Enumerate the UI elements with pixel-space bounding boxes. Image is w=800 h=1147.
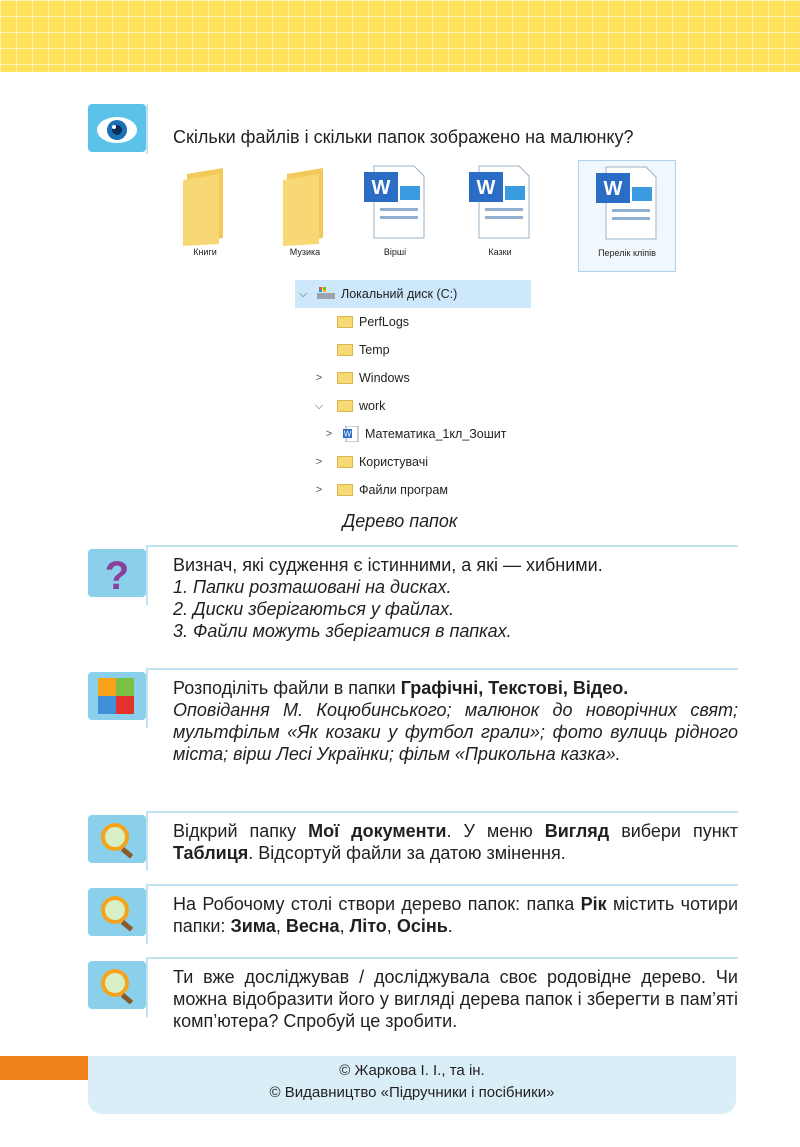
tree-caption: Дерево папок (342, 511, 458, 531)
chevron-right-icon[interactable]: > (325, 428, 333, 440)
file-tales: W Казки (455, 160, 545, 270)
chevron-right-icon[interactable]: > (315, 456, 323, 468)
folder-icon (337, 400, 353, 412)
tree-node-perflogs[interactable]: PerfLogs (295, 308, 531, 336)
exercise-family-tree: Ти вже досліджував / досліджувала своє родовідне дерево. Чи можна відобразити його у вигляді дерева папок і зберегти в пам’яті комп’ютера? Спробуй це зробити. (88, 957, 738, 1037)
exercise-sort-files: Розподіліть файли в папки Графічні, Текстові, Відео. Оповідання М. Коцюбинського; малюнок до новорічних свят; мультфільм «Як козаки у футбол грали»; фото вулиць рідного міста; вірш Лесі Українки; фільм «Прикольна казка». (88, 668, 738, 798)
file-icons-row (160, 160, 690, 270)
file-clip-list[interactable]: W Перелік кліпів (578, 160, 676, 272)
folder-icon (337, 316, 353, 328)
tree-node-temp[interactable]: Temp (295, 336, 531, 364)
folder-icon (175, 166, 235, 246)
tree-node-math-notebook[interactable]: > W Математика_1кл_Зошит (295, 420, 531, 448)
drive-icon (317, 287, 335, 301)
word-document-icon (343, 426, 359, 442)
chevron-right-icon[interactable]: > (315, 372, 323, 384)
folder-icon (337, 344, 353, 356)
exercise-true-false: ? Визнач, які судження є істинними, а які — хибними. 1. Папки розташовані на дисках. 2. Диски зберігаються у файлах. 3. Файли можуть зберігатися в папках. (88, 545, 738, 640)
question-1: Скільки файлів і скільки папок зображено на малюнку? (173, 127, 634, 147)
exercise-my-documents: Відкрий папку Мої документи. У меню Вигляд вибери пункт Таблиця. Відсортуй файли за датою змінення. (88, 811, 738, 871)
puzzle-icon (88, 672, 146, 720)
svg-text:?: ? (104, 554, 130, 597)
chevron-down-icon[interactable]: ⌵ (314, 400, 324, 412)
tree-node-windows[interactable]: > Windows (295, 364, 531, 392)
magnifier-icon (88, 888, 146, 936)
tree-node-work[interactable]: ⌵ work (295, 392, 531, 420)
folder-icon (337, 484, 353, 496)
svg-text:W: W (476, 177, 496, 199)
svg-text:W: W (603, 178, 623, 200)
tree-node-local-disk[interactable]: ⌵ Локальний диск (C:) (295, 280, 531, 308)
eye-icon (88, 104, 146, 152)
magnifier-icon (88, 961, 146, 1009)
tree-node-users[interactable]: > Користувачі (295, 448, 531, 476)
word-document-icon (360, 162, 430, 242)
magnifier-icon (88, 815, 146, 863)
copyright-footer: © Жаркова І. І., та ін. © Видавництво «Підручники і посібники» (88, 1056, 736, 1114)
folder-books: Книги (160, 160, 250, 270)
folder-tree (295, 280, 531, 504)
file-poems: W Вірші (350, 160, 440, 270)
top-grid-band (0, 0, 800, 72)
chevron-right-icon[interactable]: > (315, 484, 323, 496)
question-icon (88, 549, 146, 597)
folder-music: Музика (260, 160, 350, 270)
word-document-icon (465, 162, 535, 242)
folder-icon (275, 166, 335, 246)
tree-node-program-files[interactable]: > Файли програм (295, 476, 531, 504)
exercise-year-tree: На Робочому столі створи дерево папок: папка Рік містить чотири папки: Зима, Весна, Літо, Осінь. (88, 884, 738, 944)
svg-text:W: W (371, 177, 391, 199)
folder-icon (337, 372, 353, 384)
chevron-down-icon[interactable]: ⌵ (298, 288, 308, 300)
word-document-icon (592, 163, 662, 243)
svg-text:W: W (343, 429, 352, 439)
folder-icon (337, 456, 353, 468)
